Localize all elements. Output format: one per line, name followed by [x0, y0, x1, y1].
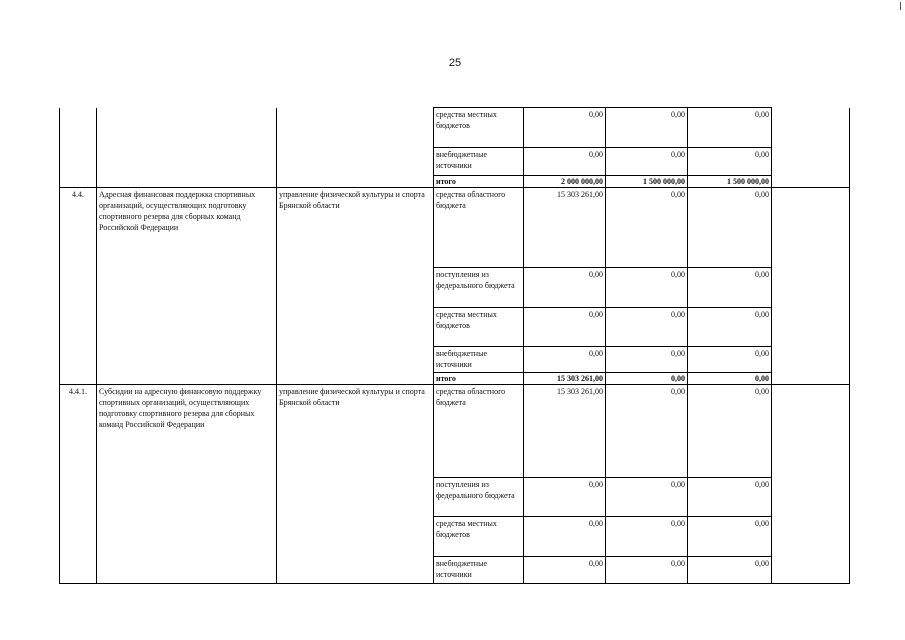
table-row [60, 108, 850, 148]
value-cell: 0,00 [524, 347, 606, 373]
source-cell: внебюджетные источники [434, 347, 524, 373]
value-cell: 0,00 [688, 478, 772, 517]
value-cell: 15 303 261,00 [524, 373, 606, 385]
value-cell: 0,00 [688, 188, 772, 268]
value-cell: 0,00 [606, 385, 688, 478]
value-cell: 0,00 [688, 385, 772, 478]
number-cell: 4.4.1. [60, 385, 97, 584]
value-cell: 0,00 [688, 373, 772, 385]
value-cell: 0,00 [524, 517, 606, 557]
value-cell: 0,00 [524, 557, 606, 584]
source-cell: средства местных бюджетов [434, 517, 524, 557]
value-cell: 0,00 [606, 108, 688, 148]
source-cell: внебюджетные источники [434, 148, 524, 176]
name-cell: Адресная финансовая поддержка спортивных организаций, осуществляющих подготовку спортивного резерва для сборных команд Российской Федерации [97, 188, 277, 385]
empty-cell [772, 108, 850, 188]
value-cell: 1 500 000,00 [688, 176, 772, 188]
executor-cell [277, 108, 434, 188]
number-cell [60, 108, 97, 188]
value-cell: 0,00 [688, 517, 772, 557]
value-cell: 0,00 [606, 557, 688, 584]
source-cell: средства областного бюджета [434, 188, 524, 268]
empty-cell [772, 188, 850, 385]
value-cell: 0,00 [524, 478, 606, 517]
value-cell: 0,00 [524, 268, 606, 308]
value-cell: 0,00 [606, 268, 688, 308]
value-cell: 0,00 [606, 148, 688, 176]
value-cell: 0,00 [606, 188, 688, 268]
empty-cell [772, 385, 850, 584]
value-cell: 0,00 [606, 478, 688, 517]
source-cell: итого [434, 176, 524, 188]
value-cell: 0,00 [524, 308, 606, 347]
source-cell: поступления из федерального бюджета [434, 268, 524, 308]
value-cell: 0,00 [688, 108, 772, 148]
name-cell [97, 108, 277, 188]
executor-cell: управление физической культуры и спорта Брянской области [277, 385, 434, 584]
number-cell: 4.4. [60, 188, 97, 385]
source-cell: средства местных бюджетов [434, 308, 524, 347]
value-cell: 0,00 [688, 347, 772, 373]
value-cell: 0,00 [688, 557, 772, 584]
value-cell: 0,00 [524, 148, 606, 176]
value-cell: 2 000 000,00 [524, 176, 606, 188]
value-cell: 0,00 [606, 517, 688, 557]
value-cell: 15 303 261,00 [524, 188, 606, 268]
source-cell: средства местных бюджетов [434, 108, 524, 148]
value-cell: 0,00 [688, 268, 772, 308]
scan-corner-mark [900, 2, 901, 10]
value-cell: 0,00 [688, 308, 772, 347]
value-cell: 0,00 [606, 308, 688, 347]
page-number: 25 [448, 57, 462, 69]
source-cell: средства областного бюджета [434, 385, 524, 478]
value-cell: 0,00 [524, 108, 606, 148]
value-cell: 0,00 [688, 148, 772, 176]
source-cell: внебюджетные источники [434, 557, 524, 584]
value-cell: 1 500 000,00 [606, 176, 688, 188]
table-row [60, 188, 850, 268]
source-cell: итого [434, 373, 524, 385]
budget-table [59, 107, 850, 584]
value-cell: 0,00 [606, 373, 688, 385]
name-cell: Субсидии на адресную финансовую поддержку спортивных организаций, осуществляющих подготовку спортивного резерва для сборных команд Российской Федерации [97, 385, 277, 584]
value-cell: 0,00 [606, 347, 688, 373]
table-row [60, 385, 850, 478]
value-cell: 15 303 261,00 [524, 385, 606, 478]
executor-cell: управление физической культуры и спорта Брянской области [277, 188, 434, 385]
source-cell: поступления из федерального бюджета [434, 478, 524, 517]
